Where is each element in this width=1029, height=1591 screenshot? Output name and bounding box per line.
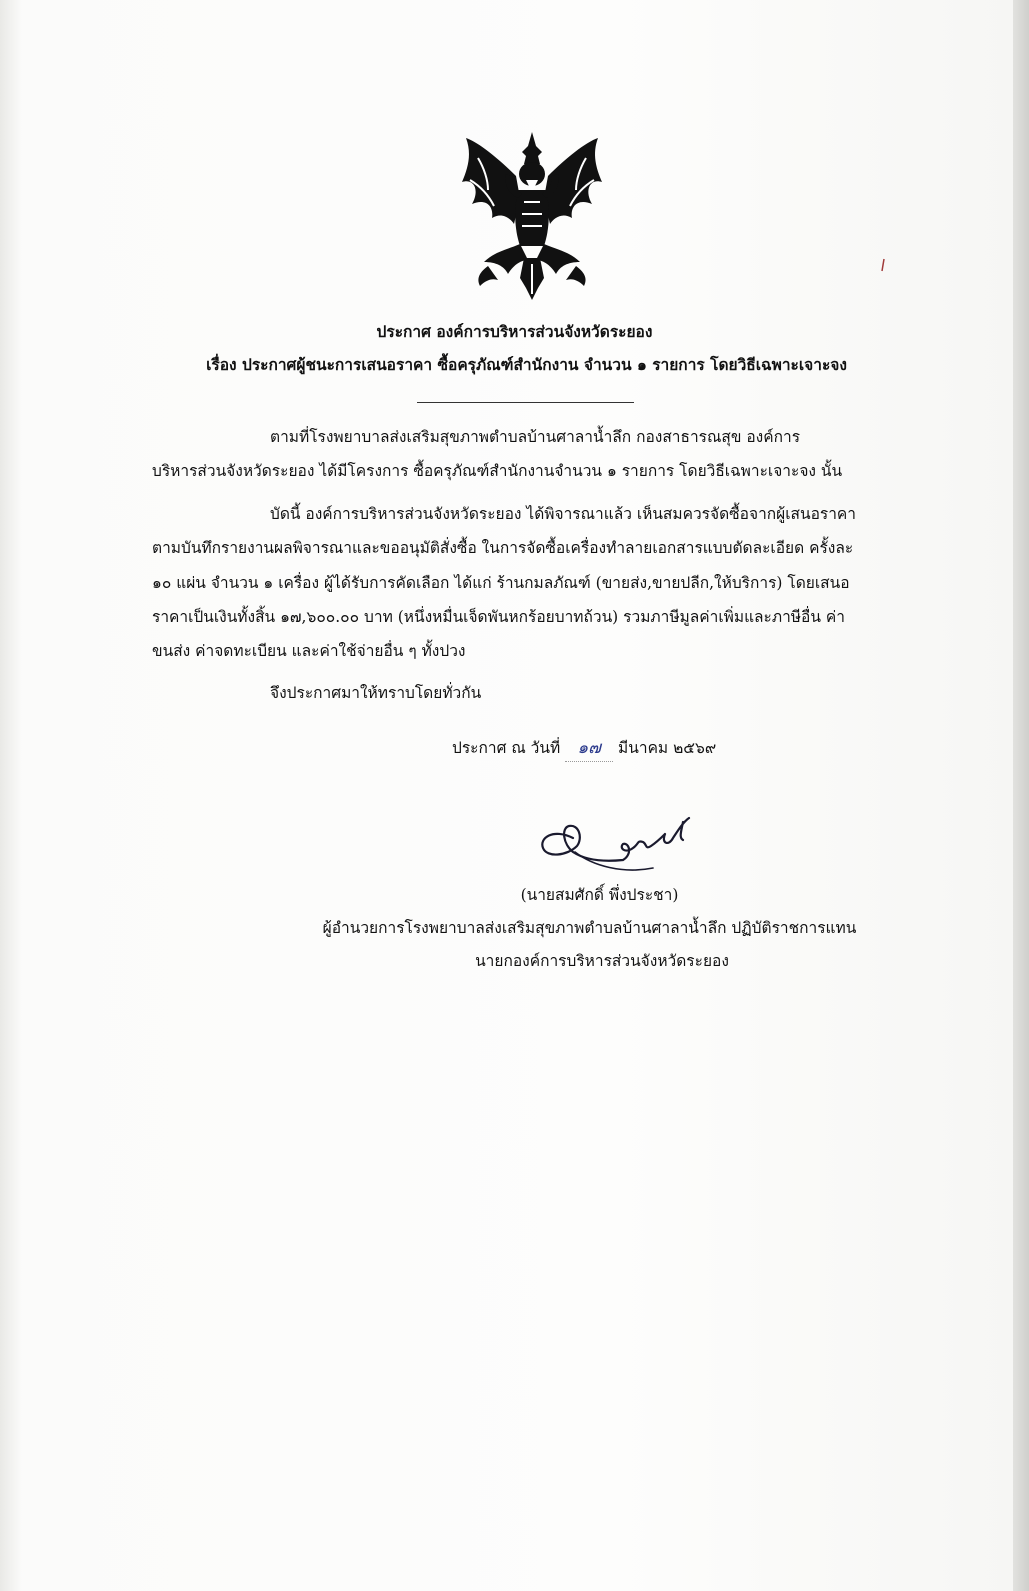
paragraph-2-line-2: ตามบันทึกรายงานผลพิจารณาและขออนุมัติสั่งซื้อ ในการจัดซื้อเครื่องทำลายเอกสารแบบตัดละเอียด ครั้งละ [152, 539, 854, 557]
paragraph-2-line-5: ขนส่ง ค่าจดทะเบียน และค่าใช้จ่ายอื่น ๆ ทั้งปวง [152, 642, 466, 660]
paragraph-2-line-4: ราคาเป็นเงินทั้งสิ้น ๑๗,๖๐๐.๐๐ บาท (หนึ่งหมื่นเจ็ดพันหกร้อยบาทถ้วน) รวมภาษีมูลค่าเพิ่มและภาษีอื่น ค่า [152, 608, 845, 626]
paragraph-3: จึงประกาศมาให้ทราบโดยทั่วกัน [270, 684, 482, 702]
paragraph-2-line-1: บัดนี้ องค์การบริหารส่วนจังหวัดระยอง ได้พิจารณาแล้ว เห็นสมควรจัดซื้อจากผู้เสนอราคา [270, 505, 857, 523]
paragraph-1-line-1: ตามที่โรงพยาบาลส่งเสริมสุขภาพตำบลบ้านศาลาน้ำลึก กองสาธารณสุข องค์การ [270, 428, 801, 446]
handwritten-signature [533, 808, 703, 878]
signatory-name: (นายสมศักดิ์ พึ่งประชา) [520, 886, 679, 904]
paper-edge [1013, 0, 1029, 1591]
paragraph-1-line-2: บริหารส่วนจังหวัดระยอง ได้มีโครงการ ซื้อครุภัณฑ์สำนักงานจำนวน ๑ รายการ โดยวิธีเฉพาะเจาะจง นั้น [152, 462, 843, 480]
stray-pen-mark [880, 258, 886, 272]
garuda-emblem-icon [458, 128, 606, 303]
date-month-year: มีนาคม ๒๕๖๙ [618, 739, 717, 757]
paragraph-2-line-3: ๑๐ แผ่น จำนวน ๑ เครื่อง ผู้ได้รับการคัดเลือก ได้แก่ ร้านกมลภัณฑ์ (ขายส่ง,ขายปลีก,ให้บริการ) โดยเสนอ [152, 574, 850, 592]
announcement-title: ประกาศ องค์การบริหารส่วนจังหวัดระยอง [376, 322, 653, 341]
divider [417, 402, 634, 403]
signatory-position-line-1: ผู้อำนวยการโรงพยาบาลส่งเสริมสุขภาพตำบลบ้านศาลาน้ำลึก ปฏิบัติราชการแทน [322, 919, 857, 937]
announcement-date [452, 734, 716, 762]
date-prefix: ประกาศ ณ วันที่ [452, 739, 561, 757]
announcement-subject: เรื่อง ประกาศผู้ชนะการเสนอราคา ซื้อครุภัณฑ์สำนักงาน จำนวน ๑ รายการ โดยวิธีเฉพาะเจาะจง [206, 355, 847, 374]
signatory-position-line-2: นายกองค์การบริหารส่วนจังหวัดระยอง [475, 952, 729, 970]
date-day-handwritten: ๑๗ [565, 734, 613, 762]
